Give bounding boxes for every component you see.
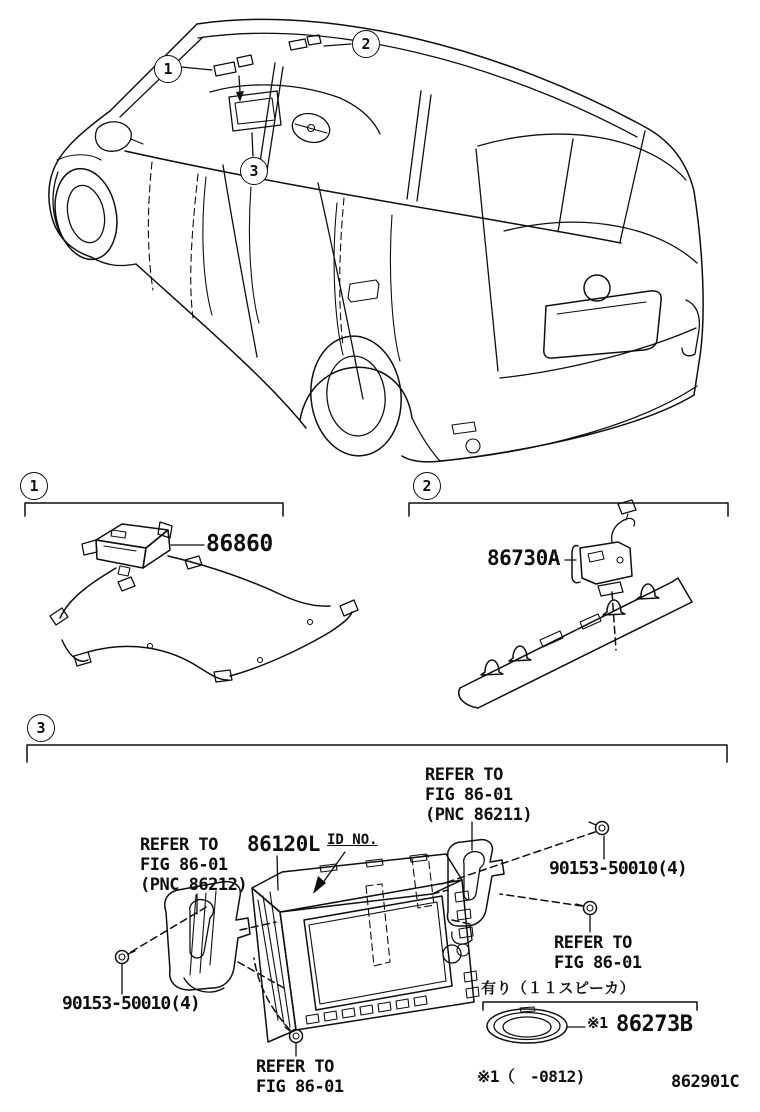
section2-callout-number: 2	[422, 477, 432, 495]
part-86730a-drawing	[459, 500, 692, 708]
part-number-screw-right: 90153-50010(4)	[549, 858, 687, 879]
refer-86212-line1: REFER TO	[140, 835, 218, 855]
section1-bracket	[25, 503, 283, 516]
speaker-configuration-note: 有り（１１スピーカ）	[481, 979, 636, 997]
speaker-note-bracket	[483, 1002, 697, 1010]
section2-bracket	[409, 503, 728, 516]
refer-screw-right-line2: FIG 86-01	[554, 953, 642, 973]
part-number-screw-left: 90153-50010(4)	[62, 993, 200, 1014]
section3-callout	[27, 714, 55, 742]
ring-reference-mark: ※1	[587, 1014, 608, 1032]
bracket-86211-drawing	[412, 840, 504, 945]
bracket-86212-drawing	[165, 882, 250, 992]
vehicle-callout-3-number: 3	[249, 162, 259, 180]
section1-callout-number: 1	[29, 477, 39, 495]
section2-group	[409, 500, 728, 708]
refer-86211-line1: REFER TO	[425, 765, 503, 785]
id-no-label: ID NO.	[327, 832, 378, 848]
vehicle-callout-2	[352, 30, 380, 58]
id-no-arrowhead	[313, 876, 326, 894]
refer-screw-bottom-line2: FIG 86-01	[256, 1077, 344, 1097]
footnote-production-range: ※1（ -0812)	[477, 1067, 585, 1086]
vehicle-callout-1	[154, 55, 182, 83]
refer-note-pnc-86212	[140, 835, 247, 895]
section3-bracket	[27, 745, 727, 762]
refer-86211-line2: FIG 86-01	[425, 785, 513, 805]
section3-callout-number: 3	[36, 719, 46, 737]
roof-microphone-marker	[289, 35, 321, 50]
section1-callout	[20, 472, 48, 500]
refer-screw-bottom-line1: REFER TO	[256, 1057, 334, 1077]
section1-group	[25, 503, 358, 682]
refer-86211-line3: (PNC 86211)	[425, 805, 533, 825]
part-number-86730a: 86730A	[487, 546, 560, 570]
vehicle-illustration	[47, 19, 703, 461]
part-86860-drawing	[50, 522, 358, 682]
refer-note-screw-right	[554, 933, 642, 973]
refer-86212-line3: (PNC 86212)	[140, 875, 248, 895]
vehicle-callout-1-number: 1	[163, 60, 173, 78]
screw-mid-right	[576, 902, 597, 915]
refer-86212-line2: FIG 86-01	[140, 855, 228, 875]
part-number-86273b: 86273B	[616, 1012, 693, 1037]
refer-note-pnc-86211	[425, 765, 532, 825]
radio-unit-drawing	[252, 854, 479, 1042]
vehicle-callout-3	[240, 157, 268, 185]
screw-left	[116, 951, 136, 964]
section2-callout	[413, 472, 441, 500]
refer-note-screw-bottom	[256, 1057, 344, 1097]
diagram-code: 862901C	[671, 1072, 740, 1092]
part-number-86120l: 86120L	[247, 832, 320, 856]
refer-screw-right-line1: REFER TO	[554, 933, 632, 953]
part-number-86860: 86860	[206, 531, 273, 557]
vehicle-callout-2-number: 2	[361, 35, 371, 53]
